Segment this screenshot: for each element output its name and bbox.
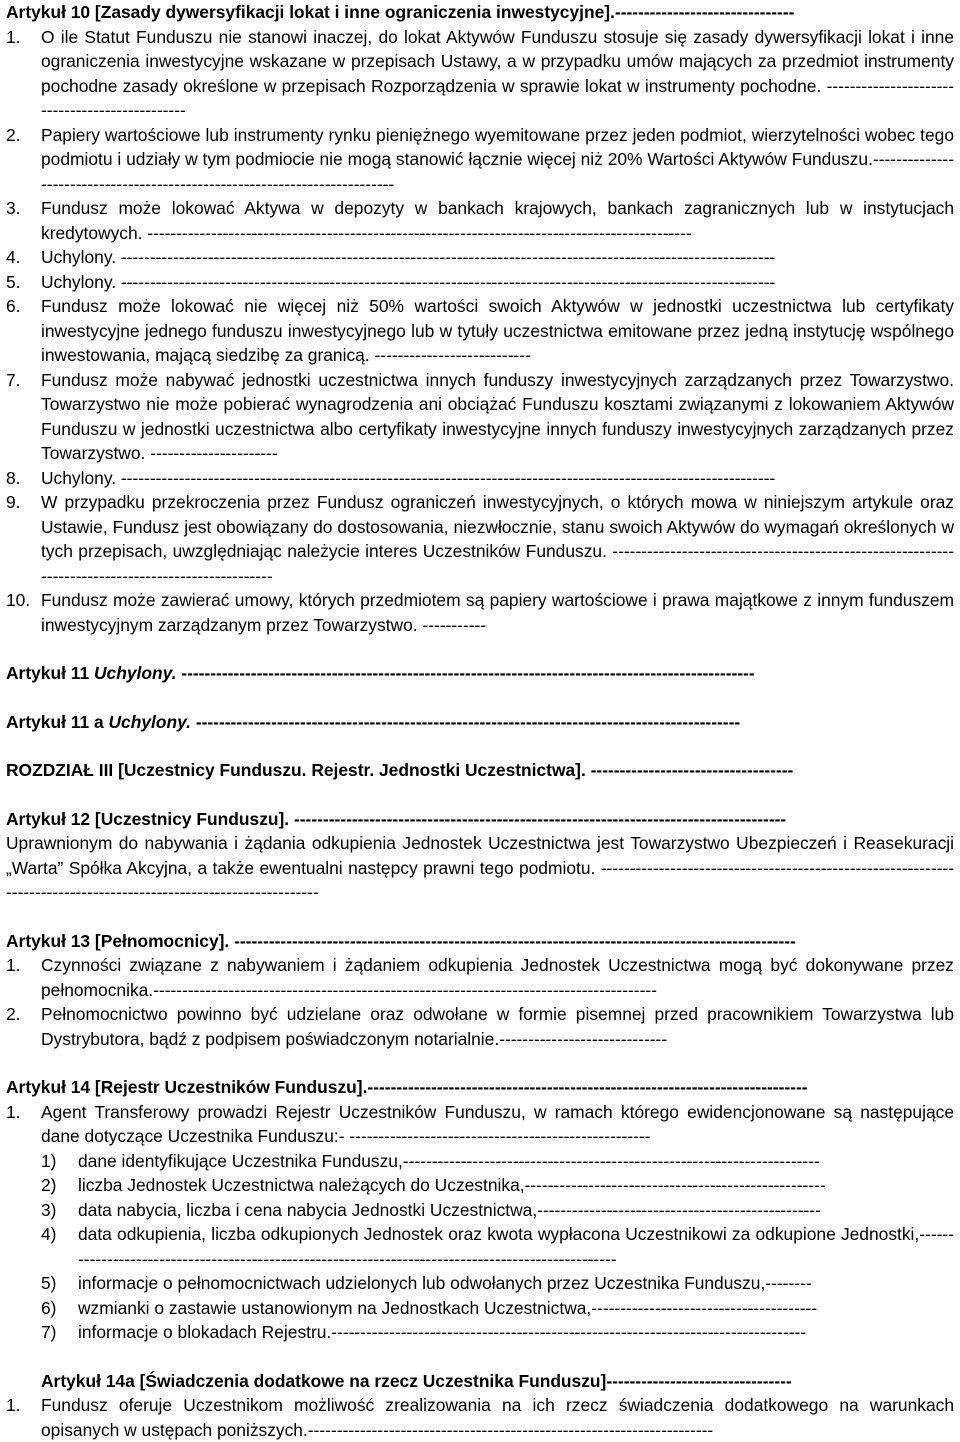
list-item [6, 294, 954, 368]
item-text: Uchylony. ----------------------------------------------------------------------------------------------------------------- [41, 247, 776, 267]
item-number: 6) [41, 1297, 57, 1318]
item-number: 3) [41, 1199, 57, 1220]
item-text: Fundusz może zawierać umowy, których przedmiotem są papiery wartościowe i prawa majątkowe z innym funduszem inwestycyjnym zarządzanym przez Towarzystwo. ----------- [41, 590, 954, 635]
list-item [6, 25, 954, 123]
item-text: O ile Statut Funduszu nie stanowi inaczej, do lokat Aktywów Funduszu stosuje się zasady dywersyfikacji lokat i inne ograniczenia inwestycyjne wskazane w przepisach Ustawy, a w przypadku umów mających za przedmiot instrumenty pochodne zasady określone w przepisach Rozporządzenia w sprawie lokat w instrumenty pochodne. ----------------------------------------------- [41, 26, 954, 120]
article-11-heading [6, 661, 954, 686]
article-10-heading: Artykuł 10 [Zasady dywersyfikacji lokat i inne ograniczenia inwestycyjne].------------------------------- [6, 2, 795, 22]
item-number: 1. [6, 955, 21, 975]
list-item [6, 123, 954, 197]
item-number: 5. [6, 271, 21, 292]
item-number: 4) [41, 1224, 57, 1244]
item-text: liczba Jednostek Uczestnictwa należących do Uczestnika,---------------------------------------------------- [78, 1175, 826, 1195]
item-number: 1. [6, 26, 21, 47]
list-item [6, 1100, 954, 1149]
article-11-label: Artykuł 11 [6, 663, 90, 683]
chapter-3-heading: ROZDZIAŁ III [Uczestnicy Funduszu. Rejestr. Jednostki Uczestnictwa]. ----------------------------------- [6, 760, 794, 780]
sub-list-item [6, 1222, 954, 1271]
item-text: informacje o blokadach Rejestru.---------------------------------------------------------------------------------- [78, 1322, 807, 1342]
item-text: data nabycia, liczba i cena nabycia Jednostki Uczestnictwa,------------------------------------------------- [78, 1199, 821, 1220]
sub-list-item [6, 1271, 954, 1296]
item-text: data odkupienia, liczba odkupionych Jednostek oraz kwota wypłacona Uczestnikowi za odkupione Jednostki,--------------------------------------------------------------------------------------------------- [78, 1224, 954, 1269]
item-number: 8. [6, 467, 21, 488]
item-text: dane identyfikujące Uczestnika Funduszu,------------------------------------------------------------------------ [78, 1150, 820, 1171]
list-item [6, 1393, 954, 1442]
item-text: Czynności związane z nabywaniem i żądaniem odkupienia Jednostek Uczestnictwa mogą być dokonywane przez pełnomocnika.--------------------------------------------------------------------------------------- [41, 955, 954, 1000]
article-14-list [6, 1100, 954, 1345]
item-text: Fundusz oferuje Uczestnikom możliwość zrealizowania na ich rzecz świadczenia dodatkowego na warunkach opisanych w ustępach poniższych.---------------------------------------------------------------------- [41, 1395, 954, 1440]
item-number: 4. [6, 247, 21, 267]
item-text: Papiery wartościowe lub instrumenty rynku pieniężnego wyemitowane przez jeden podmiot, wierzytelności wobec tego podmiotu i udziały w tym podmiocie nie mogą stanowić łącznie więcej niż 20% Wartości Aktywów Funduszu.--------------------------------------------------------------------------- [41, 124, 954, 194]
sub-list-item [6, 1198, 954, 1223]
item-text: Uchylony. ----------------------------------------------------------------------------------------------------------------- [41, 467, 776, 488]
item-number: 1. [6, 1395, 21, 1415]
item-text: Uchylony. ----------------------------------------------------------------------------------------------------------------- [41, 271, 776, 292]
item-number: 2) [41, 1175, 57, 1195]
article-14a-list [6, 1393, 954, 1442]
article-11a-heading [6, 710, 954, 735]
list-item [6, 588, 954, 637]
item-number: 1. [6, 1101, 21, 1122]
list-item [6, 368, 954, 466]
item-number: 2. [6, 124, 21, 145]
item-number: 9. [6, 492, 21, 512]
list-item [6, 196, 954, 245]
article-14-heading: Artykuł 14 [Rejestr Uczestników Funduszu].---------------------------------------------------------------------------- [6, 1077, 808, 1097]
item-text: Agent Transferowy prowadzi Rejestr Uczestników Funduszu, w ramach którego ewidencjonowane są następujące dane dotyczące Uczestnika Funduszu:- ---------------------------------------------------- [41, 1101, 954, 1146]
list-item [6, 490, 954, 588]
article-13-list [6, 953, 954, 1051]
item-number: 5) [41, 1273, 57, 1293]
item-number: 2. [6, 1004, 21, 1024]
article-11a-label: Artykuł 11 a [6, 711, 104, 732]
item-number: 10. [6, 590, 31, 610]
article-12-heading: Artykuł 12 [Uczestnicy Funduszu]. ------------------------------------------------------------------------------------- [6, 808, 787, 829]
article-12-text: Uprawnionym do nabywania i żądania odkupienia Jednostek Uczestnictwa jest Towarzystwo Ubezpieczeń i Reasekuracji „Warta” Spółka Akcyjna, a także ewentualni następcy prawni tego podmiotu. ------------------------------------------------------------------------------------------------------------------- [6, 833, 954, 902]
list-item [6, 1002, 954, 1051]
item-text: W przypadku przekroczenia przez Fundusz ograniczeń inwestycyjnych, o których mowa w niniejszym artykule oraz Ustawie, Fundusz jest obowiązany do dostosowania, niezwłocznie, stanu swoich Aktywów do wymagań określonych w tych przepisach, uwzględniając należycie interes Uczestników Funduszu. --------------------------------------------------------------------------------------------------- [41, 492, 954, 586]
list-item [6, 245, 954, 270]
item-text: Fundusz może lokować Aktywa w depozyty w bankach krajowych, bankach zagranicznych lub w instytucjach kredytowych. ---------------------------------------------------------------------------------------------- [41, 198, 954, 243]
item-text: Pełnomocnictwo powinno być udzielane oraz odwołane w formie pisemnej przed pracownikiem Towarzystwa lub Dystrybutora, bądź z podpisem poświadczonym notarialnie.----------------------------- [41, 1004, 954, 1049]
item-text: Fundusz może lokować nie więcej niż 50% wartości swoich Aktywów w jednostki uczestnictwa lub certyfikaty inwestycyjne jednego funduszu inwestycyjnego lub w tytuły uczestnictwa emitowane przez jedną instytucję wspólnego inwestowania, mającą siedzibę za granicą. --------------------------- [41, 296, 954, 365]
item-text: wzmianki o zastawie ustanowionym na Jednostkach Uczestnictwa,--------------------------------------- [78, 1297, 818, 1318]
article-11-note: Uchylony. [93, 663, 177, 683]
article-11-dashes: --------------------------------------------------------------------------------------------------- [176, 663, 755, 683]
item-text: Fundusz może nabywać jednostki uczestnictwa innych funduszy inwestycyjnych zarządzanych przez Towarzystwo. Towarzystwo nie może pobierać wynagrodzenia ani obciążać Funduszu kosztami związanymi z lokowaniem Aktywów Funduszu w jednostki uczestnictwa albo certyfikaty inwestycyjne innych funduszy inwestycyjnych zarządzanych przez Towarzystwo. ---------------------- [41, 369, 954, 463]
article-13-heading: Artykuł 13 [Pełnomocnicy]. ------------------------------------------------------------------------------------------------- [6, 930, 796, 951]
item-text: informacje o pełnomocnictwach udzielonych lub odwołanych przez Uczestnika Funduszu,-------- [78, 1273, 812, 1293]
item-number: 6. [6, 296, 21, 316]
item-number: 1) [41, 1150, 57, 1171]
item-number: 7. [6, 369, 21, 390]
article-11a-dashes: ---------------------------------------------------------------------------------------------- [190, 711, 741, 732]
article-10-list [6, 25, 954, 638]
item-number: 7) [41, 1322, 57, 1342]
sub-list-item [6, 1296, 954, 1321]
sub-list-item [6, 1149, 954, 1174]
article-14a-heading: Artykuł 14a [Świadczenia dodatkowe na rzecz Uczestnika Funduszu]-------------------------------- [41, 1370, 792, 1391]
list-item [6, 953, 954, 1002]
sub-list-item [6, 1320, 954, 1345]
item-number: 3. [6, 198, 21, 218]
list-item [6, 270, 954, 295]
list-item [6, 466, 954, 491]
sub-list-item [6, 1173, 954, 1198]
article-11a-note: Uchylony. [108, 711, 191, 732]
